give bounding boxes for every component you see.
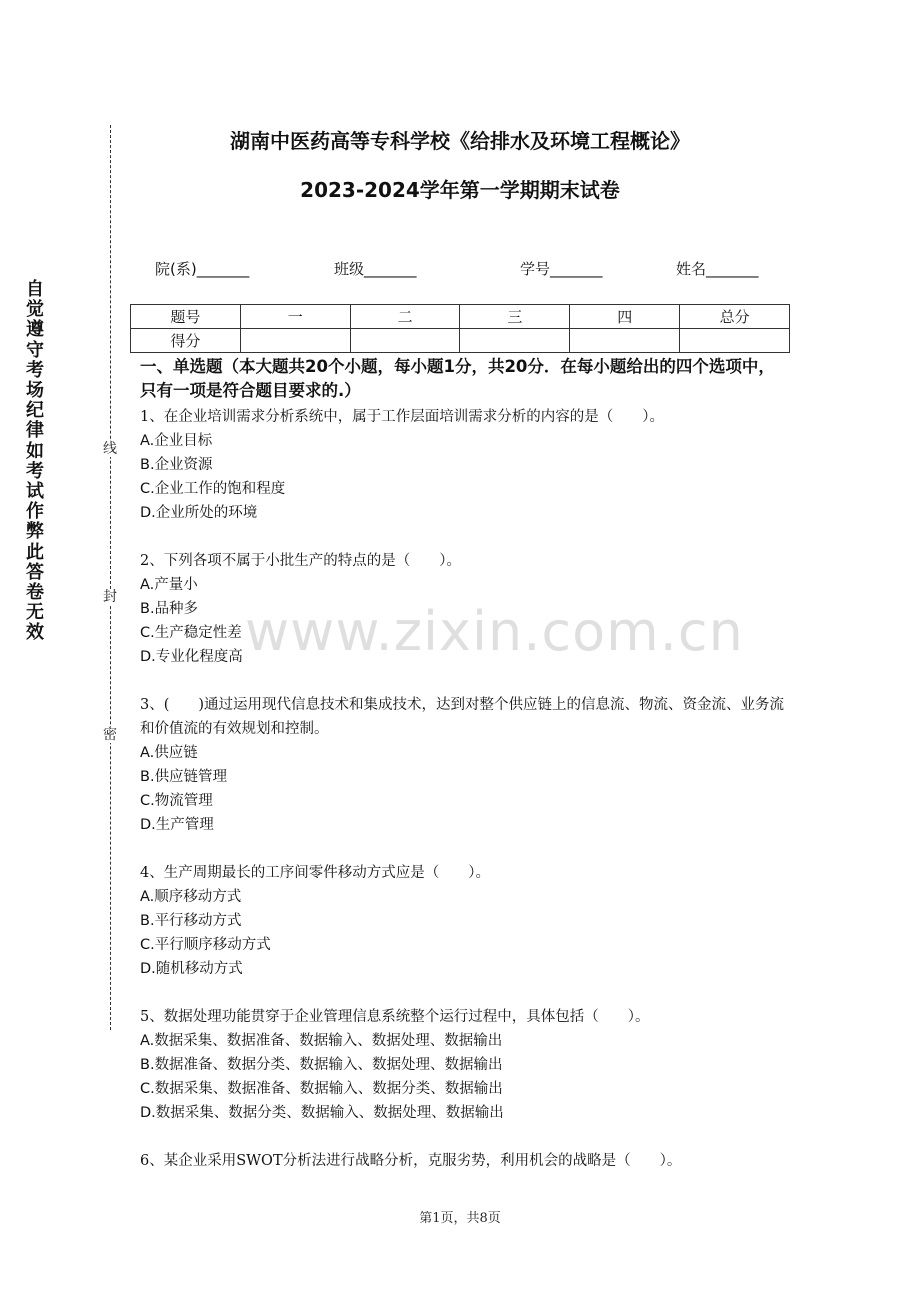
question-option[interactable] — [140, 1077, 785, 1101]
page-footer: 第1页，共8页 — [419, 1211, 501, 1226]
exam-title-line2: 2023-2024学年第一学期期末试卷 — [300, 178, 620, 202]
question-list — [140, 405, 785, 1197]
option-letter: A. — [140, 889, 155, 905]
option-text: 数据采集、数据分类、数据输入、数据处理、数据输出 — [155, 1105, 504, 1121]
score-cell: 得分 — [131, 329, 241, 353]
score-cell: 三 — [460, 305, 570, 329]
score-cell: 一 — [240, 305, 350, 329]
section-heading: 一、单选题（本大题共20个小题，每小题1分，共20分．在每小题给出的四个选项中，只有一项是符合题目要求的.） — [140, 357, 775, 400]
option-text: 数据采集、数据准备、数据输入、数据分类、数据输出 — [154, 1081, 503, 1097]
question-item — [140, 1005, 785, 1125]
option-text: 供应链 — [154, 745, 198, 761]
question-option[interactable] — [140, 885, 785, 909]
watermark: www.zixin.com.cn — [245, 600, 744, 663]
option-letter: D. — [140, 961, 156, 977]
option-letter: D. — [140, 649, 156, 665]
option-letter: B. — [140, 913, 155, 929]
binding-label-mi: 密 — [103, 727, 117, 743]
side-notice-char: 考 — [26, 359, 44, 381]
question-option[interactable] — [140, 957, 785, 981]
option-text: 平行顺序移动方式 — [154, 937, 271, 953]
question-option[interactable] — [140, 501, 785, 525]
option-letter: C. — [140, 625, 155, 641]
student-info-row — [0, 258, 920, 280]
score-input-cell[interactable] — [680, 329, 790, 353]
option-text: 企业目标 — [154, 433, 213, 449]
side-notice-char: 弊 — [26, 521, 44, 543]
department-field[interactable]: 院(系)_______ — [155, 260, 250, 278]
option-letter: C. — [140, 1081, 155, 1097]
question-item — [140, 1149, 785, 1173]
score-input-cell[interactable] — [460, 329, 570, 353]
option-text: 企业工作的饱和程度 — [154, 481, 286, 497]
question-option[interactable] — [140, 645, 785, 669]
question-item — [140, 693, 785, 837]
side-notice-char: 自 — [26, 279, 44, 300]
exam-title-line1: 湖南中医药高等专科学校《给排水及环境工程概论》 — [230, 129, 690, 153]
option-text: 专业化程度高 — [155, 649, 243, 665]
option-text: 品种多 — [154, 601, 199, 617]
student-id-field[interactable]: 学号_______ — [520, 260, 603, 278]
question-item — [140, 861, 785, 981]
option-text: 企业资源 — [154, 457, 213, 473]
option-text: 数据采集、数据准备、数据输入、数据处理、数据输出 — [154, 1033, 503, 1049]
option-text: 企业所处的环境 — [155, 505, 258, 521]
question-stem: 4、生产周期最长的工序间零件移动方式应是（ ）。 — [140, 865, 490, 881]
question-option[interactable] — [140, 573, 785, 597]
question-option[interactable] — [140, 1101, 785, 1125]
binding-label-feng: 封 — [103, 589, 117, 605]
question-option[interactable] — [140, 789, 785, 813]
option-text: 顺序移动方式 — [154, 889, 242, 905]
option-letter: C. — [140, 937, 155, 953]
side-notice-char: 场 — [26, 380, 44, 402]
binding-label-xian: 线 — [103, 441, 117, 457]
option-letter: B. — [140, 457, 155, 473]
question-option[interactable] — [140, 765, 785, 789]
score-cell: 四 — [570, 305, 680, 329]
score-input-cell[interactable] — [570, 329, 680, 353]
question-item — [140, 405, 785, 525]
option-letter: B. — [140, 601, 155, 617]
side-notice-char: 无 — [26, 602, 44, 624]
option-letter: A. — [140, 745, 155, 761]
side-notice-char: 如 — [26, 440, 44, 462]
option-letter: C. — [140, 793, 155, 809]
score-table-score-row — [131, 329, 790, 353]
option-text: 平行移动方式 — [154, 913, 242, 929]
question-option[interactable] — [140, 741, 785, 765]
option-letter: A. — [140, 433, 155, 449]
side-notice-char: 效 — [26, 622, 44, 644]
question-option[interactable] — [140, 1029, 785, 1053]
side-notice-char: 律 — [26, 420, 44, 442]
side-notice-char: 纪 — [26, 400, 44, 422]
question-stem: 2、下列各项不属于小批生产的特点的是（ ）。 — [140, 553, 461, 569]
option-text: 数据准备、数据分类、数据输入、数据处理、数据输出 — [154, 1057, 503, 1073]
question-stem: 6、某企业采用SWOT分析法进行战略分析，克服劣势，利用机会的战略是（ ）。 — [140, 1153, 682, 1169]
side-notice — [22, 280, 48, 644]
name-field[interactable]: 姓名_______ — [676, 260, 759, 278]
option-letter: A. — [140, 577, 155, 593]
score-cell: 二 — [350, 305, 460, 329]
question-option[interactable] — [140, 597, 785, 621]
option-text: 生产稳定性差 — [154, 625, 242, 641]
option-letter: B. — [140, 1057, 155, 1073]
score-input-cell[interactable] — [240, 329, 350, 353]
option-text: 产量小 — [154, 577, 198, 593]
question-option[interactable] — [140, 453, 785, 477]
option-text: 供应链管理 — [154, 769, 228, 785]
score-table — [130, 304, 790, 353]
score-input-cell[interactable] — [350, 329, 460, 353]
score-cell: 题号 — [131, 305, 241, 329]
question-item — [140, 549, 785, 669]
class-field[interactable]: 班级_______ — [334, 260, 417, 278]
option-text: 生产管理 — [155, 817, 214, 833]
question-option[interactable] — [140, 477, 785, 501]
question-option[interactable] — [140, 813, 785, 837]
question-option[interactable] — [140, 933, 785, 957]
option-letter: D. — [140, 1105, 156, 1121]
question-stem: 1、在企业培训需求分析系统中，属于工作层面培训需求分析的内容的是（ ）。 — [140, 409, 664, 425]
score-cell: 总分 — [680, 305, 790, 329]
side-notice-char: 遵 — [26, 319, 44, 341]
side-notice-char: 守 — [26, 339, 44, 361]
option-text: 随机移动方式 — [155, 961, 243, 977]
side-notice-char: 觉 — [26, 299, 44, 321]
option-letter: D. — [140, 505, 156, 521]
question-stem: 5、数据处理功能贯穿于企业管理信息系统整个运行过程中，具体包括（ ）。 — [140, 1009, 650, 1025]
side-notice-char: 试 — [26, 481, 44, 503]
side-notice-char: 考 — [26, 460, 44, 482]
side-notice-char: 作 — [26, 501, 44, 523]
option-text: 物流管理 — [154, 793, 213, 809]
option-letter: B. — [140, 769, 155, 785]
side-notice-char: 卷 — [26, 582, 44, 604]
score-table-header-row — [131, 305, 790, 329]
option-letter: D. — [140, 817, 156, 833]
side-notice-char: 答 — [26, 561, 44, 583]
option-letter: C. — [140, 481, 155, 497]
question-option[interactable] — [140, 909, 785, 933]
question-option[interactable] — [140, 429, 785, 453]
side-notice-char: 此 — [26, 541, 44, 563]
option-letter: A. — [140, 1033, 155, 1049]
question-option[interactable] — [140, 621, 785, 645]
question-option[interactable] — [140, 1053, 785, 1077]
question-stem: 3、( )通过运用现代信息技术和集成技术，达到对整个供应链上的信息流、物流、资金流、业务流和价值流的有效规划和控制。 — [140, 697, 785, 737]
